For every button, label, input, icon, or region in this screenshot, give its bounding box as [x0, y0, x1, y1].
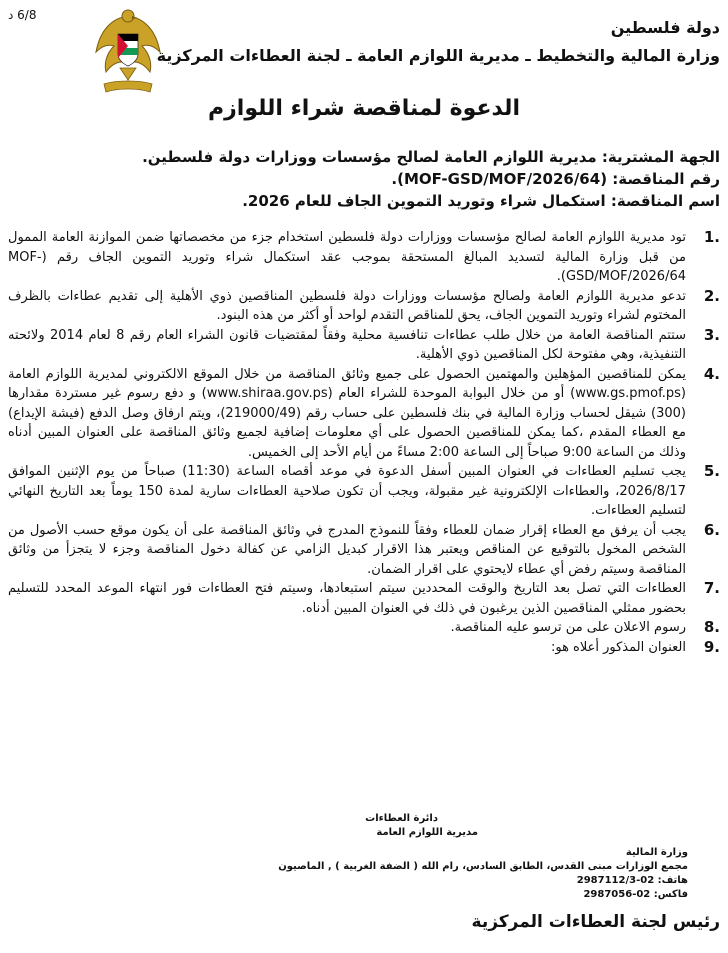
address-phone: هاتف: 02-2987112/3: [576, 875, 688, 886]
clause-4: [8, 365, 720, 463]
clause-3: [8, 326, 720, 365]
clause-number: .2: [703, 286, 720, 305]
clause-number: .9: [703, 637, 720, 656]
tender-number-line: رقم المناقصة: (MOF-GSD/MOF/2026/64).: [391, 170, 720, 188]
clause-number: .1: [703, 228, 720, 246]
clause-1: [8, 228, 720, 287]
clause-2: [8, 287, 720, 326]
address-ministry: وزارة المالية: [625, 847, 688, 858]
signature-line: رئيس لجنة العطاءات المركزية: [471, 912, 720, 932]
page-reference: 6/8 د: [8, 8, 37, 22]
clause-number: .6: [703, 520, 720, 539]
letterhead: [157, 14, 720, 70]
clause-text: العطاءات التي تصل بعد التاريخ والوقت المحددين سيتم استبعادها، وسيتم فتح العطاءات فور انتهاء الموعد المحدد للتسليم بحضور ممثلي المناقصين الذين يرغبون في ذلك في العنوان المبين أدناه.: [8, 581, 686, 616]
clause-text: تدعو مديرية اللوازم العامة ولصالح مؤسسات ووزارات دولة فلسطين المناقصين ذوي الأهلية إلى تقديم عطاءات بالظرف المختوم لشراء وتوريد التموين الجاف، يحق للمناقص التقدم لواحد أو أكثر من هذه البنود.: [8, 288, 686, 323]
clause-text: ستتم المناقصة العامة من خلال طلب عطاءات تنافسية محلية وفقاً لمقتضيات قانون الشراء العام رقم 8 لعام 2014 ولائحته التنفيذية، وهي مفتوحة لكل المناقصين ذوي الأهلية.: [8, 327, 686, 362]
page-title: الدعوة لمناقصة شراء اللوازم: [208, 96, 520, 121]
address-directorate: مديرية اللوازم العامة: [376, 827, 478, 838]
state-name: دولة فلسطين: [610, 18, 720, 37]
tender-meta: [20, 146, 720, 212]
clause-number: .4: [703, 364, 720, 383]
address-block: [38, 812, 688, 902]
tender-clauses: [8, 228, 720, 657]
clause-text: يجب أن يرفق مع العطاء إقرار ضمان للعطاء وفقاً للنموذج المدرج في وثائق المناقصة على أن يكون موقع حسب الأصول من الشخص المخول بالتوقيع عن المناقص ويعتبر هذا الاقرار كبديل الزامي عن كفالة دخول المناقصة وجزء لا يتجزأ من وثائق المناقصة وسيتم رفض أي عطاء لايحتوي على اقرار الضمان.: [8, 522, 686, 577]
address-department: دائرة العطاءات: [365, 813, 438, 824]
clause-7: [8, 579, 720, 618]
clause-text: العنوان المذكور أعلاه هو:: [550, 639, 686, 655]
clause-text: تود مديرية اللوازم العامة لصالح مؤسسات ووزارات دولة فلسطين استخدام جزء من مخصصاتها ضمن الموازنة العامة الممول من قبل وزارة المالية لتسديد المبالغ المستحقة بموجب عقد استكمال شراء وتوريد التموين الجاف رقم (MOF-GSD/MOF/2026/64).: [8, 230, 686, 284]
clause-6: [8, 521, 720, 580]
clause-number: .8: [703, 618, 720, 636]
address-fax: فاكس: 02-2987056: [583, 889, 688, 900]
clause-number: .7: [703, 579, 720, 597]
clause-text: يجب تسليم العطاءات في العنوان المبين أسفل الدعوة في موعد أقصاه الساعة (11:30) صباحاً من يوم الإثنين الموافق 2026/8/17، والعطاءات الإلكترونية غير مقبولة، ويجب أن تكون صلاحية العطاءات سارية لمدة 150 يوماً بعد التاريخ النهائي لتسليم العطاءات.: [8, 464, 686, 518]
clause-text: رسوم الاعلان على من ترسو عليه المناقصة.: [450, 620, 686, 635]
clause-5: [8, 462, 720, 521]
palestinian-eagle-emblem-icon: [92, 6, 164, 98]
address-location: مجمع الوزارات مبنى القدس، الطابق السادس، رام الله ( الضفة الغربية ) , الماصيون: [278, 861, 688, 872]
clause-text: يمكن للمناقصين المؤهلين والمهتمين الحصول على جميع وثائق المناقصة من خلال الموقع الالكتروني لمديرية اللوازم العامة (www.gs.pmof.ps) أو من خلال البوابة الموحدة للشراء العام (www.shiraa.gov.ps) و دفع رسوم غير مستردة مقدارها (300) شيقل لحساب وزارة المالية في بنك فلسطين على حساب رقم (219000/49)، ويتم ارفاق وصل الدفع (فيشة الإيداع) مع العطاء المقدم ،كما يمكن للمناقصين الحصول على أي معلومات إضافية لجميع وثائق المناقصة على العنوان المبين أدناه وذلك من الساعة 9:00 صباحاً إلى الساعة 2:00 مساءً من أيام الأحد إلى الخميس.: [8, 366, 686, 460]
buyer-line: الجهة المشترية: مديرية اللوازم العامة لصالح مؤسسات ووزارات دولة فلسطين.: [142, 148, 720, 166]
clause-9: [8, 638, 720, 658]
clause-8: [8, 618, 720, 638]
tender-name-line: اسم المناقصة: استكمال شراء وتوريد التموين الجاف للعام 2026.: [242, 192, 720, 210]
clause-number: .5: [703, 462, 720, 480]
ministry-line: وزارة المالية والتخطيط ـ مديرية اللوازم العامة ـ لجنة العطاءات المركزية: [156, 46, 720, 65]
clause-number: .3: [703, 325, 720, 344]
